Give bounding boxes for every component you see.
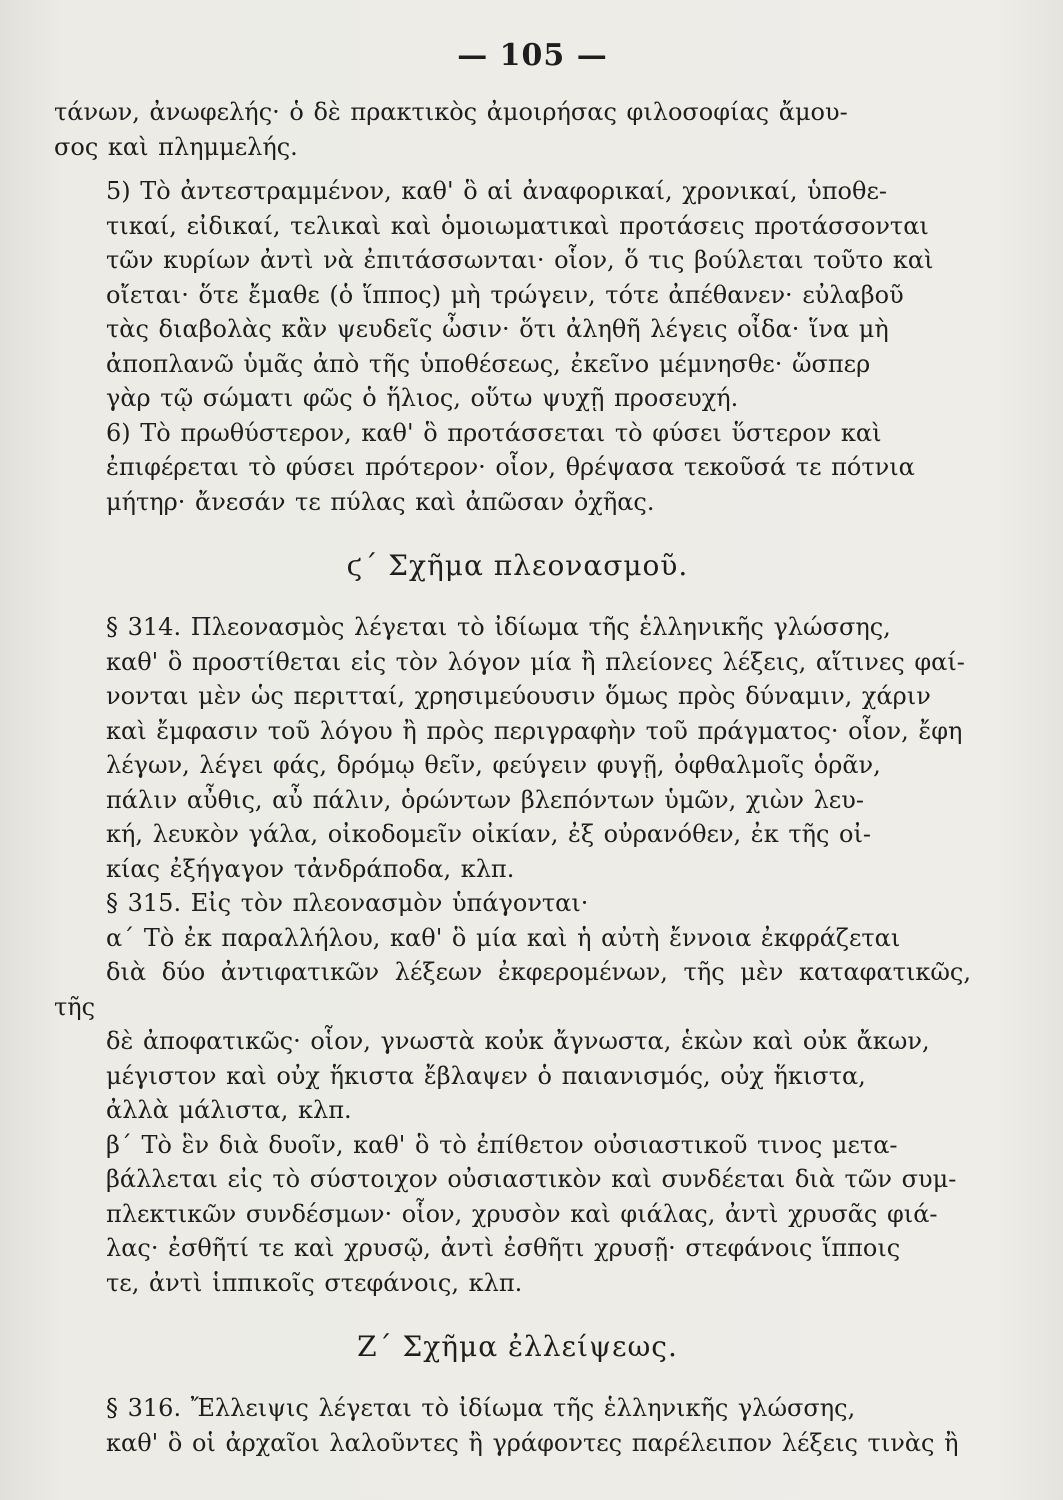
text-line: 5) Τὸ ἀντεστραμμένον, καθ' ὃ αἱ ἀναφορικαί, χρονικαί, ὑποθε- bbox=[106, 177, 887, 205]
text-line: § 315. Εἰς τὸν πλεονασμὸν ὑπάγονται· bbox=[106, 889, 589, 917]
text-line: ἀποπλανῶ ὑμᾶς ἀπὸ τῆς ὑποθέσεως, ἐκεῖνο μέμνησθε· ὥσπερ bbox=[106, 349, 871, 378]
text-line: τὰς διαβολὰς κἂν ψευδεῖς ὦσιν· ὅτι ἀληθῆ λέγεις οἶδα· ἵνα μὴ bbox=[106, 315, 889, 343]
paragraph-continuation bbox=[54, 95, 971, 164]
section-heading-elleipsis: Ζ΄ Σχῆμα ἐλλείψεως. bbox=[357, 1330, 678, 1363]
text-line: μέγιστον καὶ οὐχ ἥκιστα ἔβλαψεν ὁ παιανισμός, οὐχ ἥκιστα, bbox=[106, 1061, 866, 1090]
text-line: γὰρ τῷ σώματι φῶς ὁ ἥλιος, οὕτω ψυχῇ προσευχή. bbox=[106, 384, 739, 412]
text-line: σος καὶ πλημμελής. bbox=[54, 132, 298, 161]
paragraph-prothysteron bbox=[54, 416, 971, 520]
text-line: κή, λευκὸν γάλα, οἰκοδομεῖν οἰκίαν, ἐξ οὐρανόθεν, ἐκ τῆς οἰ- bbox=[106, 820, 872, 848]
text-line: β΄ Τὸ ἓν διὰ δυοῖν, καθ' ὃ τὸ ἐπίθετον οὐσιαστικοῦ τινος μετα- bbox=[106, 1130, 898, 1159]
text-line: ἐπιφέρεται τὸ φύσει πρότερον· οἷον, θρέψασα τεκοῦσά τε πότνια bbox=[106, 453, 915, 481]
paragraph-314 bbox=[54, 610, 971, 886]
section-heading-pleonasmos: ϛ΄ Σχῆμα πλεονασμοῦ. bbox=[346, 549, 689, 582]
text-line: νονται μὲν ὡς περιτταί, χρησιμεύουσιν ὅμως πρὸς δύναμιν, χάριν bbox=[106, 682, 931, 710]
text-line: μήτηρ· ἄνεσάν τε πύλας καὶ ἀπῶσαν ὀχῆας. bbox=[106, 487, 655, 516]
text-line: βάλλεται εἰς τὸ σύστοιχον οὐσιαστικὸν καὶ συνδέεται διὰ τῶν συμ- bbox=[106, 1165, 957, 1193]
text-line: πάλιν αὖθις, αὖ πάλιν, ὁρώντων βλεπόντων ὑμῶν, χιὼν λευ- bbox=[106, 785, 864, 814]
paragraph-ek-parallilou bbox=[54, 921, 971, 1128]
text-line: δὲ ἀποφατικῶς· οἷον, γνωστὰ κοὐκ ἄγνωστα, ἑκὼν καὶ οὐκ ἄκων, bbox=[106, 1027, 930, 1055]
text-line: τε, ἀντὶ ἱππικοῖς στεφάνοις, κλπ. bbox=[106, 1268, 523, 1297]
text-line: κίας ἐξήγαγον τἀνδράποδα, κλπ. bbox=[106, 854, 515, 883]
text-line: λας· ἐσθῆτί τε καὶ χρυσῷ, ἀντὶ ἐσθῆτι χρυσῇ· στεφάνοις ἵπποις bbox=[106, 1234, 901, 1262]
text-line: ἀλλὰ μάλιστα, κλπ. bbox=[106, 1096, 352, 1124]
text-line: πλεκτικῶν συνδέσμων· οἷον, χρυσὸν καὶ φιάλας, ἀντὶ χρυσᾶς φιά- bbox=[106, 1199, 938, 1228]
text-line: τῶν κυρίων ἀντὶ νὰ ἐπιτάσσωνται· οἷον, ὅ τις βούλεται τοῦτο καὶ bbox=[106, 246, 934, 274]
paragraph-316 bbox=[54, 1391, 971, 1460]
text-line: λέγων, λέγει φάς, δρόμῳ θεῖν, φεύγειν φυγῇ, ὀφθαλμοῖς ὁρᾶν, bbox=[106, 751, 881, 779]
text-line: καθ' ὃ προστίθεται εἰς τὸν λόγον μία ἢ πλείονες λέξεις, αἵτινες φαί- bbox=[106, 647, 965, 676]
text-line: τικαί, εἰδικαί, τελικαὶ καὶ ὁμοιωματικαὶ προτάσεις προτάσσονται bbox=[106, 211, 929, 240]
text-line: § 316. Ἔλλειψις λέγεται τὸ ἰδίωμα τῆς ἑλληνικῆς γλώσσης, bbox=[106, 1394, 856, 1422]
text-line: α΄ Τὸ ἐκ παραλλήλου, καθ' ὃ μία καὶ ἡ αὐτὴ ἔννοια ἐκφράζεται bbox=[106, 923, 901, 952]
text-line: καὶ ἔμφασιν τοῦ λόγου ἢ πρὸς περιγραφὴν τοῦ πράγματος· οἷον, ἔφη bbox=[106, 716, 963, 745]
text-line: § 314. Πλεονασμὸς λέγεται τὸ ἰδίωμα τῆς ἑλληνικῆς γλώσσης, bbox=[106, 613, 891, 641]
paragraph-315 bbox=[54, 886, 971, 921]
text-line: διὰ δύο ἀντιφατικῶν λέξεων ἐκφερομένων, τῆς μὲν καταφατικῶς, τῆς bbox=[54, 958, 971, 1021]
text-line: οἴεται· ὅτε ἔμαθε (ὁ ἵππος) μὴ τρώγειν, τότε ἀπέθανεν· εὐλαβοῦ bbox=[106, 280, 904, 309]
paragraph-hen-dia-dyoin bbox=[54, 1128, 971, 1301]
text-line: τάνων, ἀνωφελής· ὁ δὲ πρακτικὸς ἀμοιρήσας φιλοσοφίας ἄμου- bbox=[54, 98, 848, 126]
text-line: 6) Τὸ πρωθύστερον, καθ' ὃ προτάσσεται τὸ φύσει ὕστερον καὶ bbox=[106, 418, 882, 447]
page-number: — 105 — bbox=[457, 38, 608, 73]
paragraph-antestrammenon bbox=[54, 174, 971, 416]
text-line: καθ' ὃ οἱ ἀρχαῖοι λαλοῦντες ἢ γράφοντες παρέλειπον λέξεις τινὰς ἢ bbox=[106, 1428, 959, 1457]
